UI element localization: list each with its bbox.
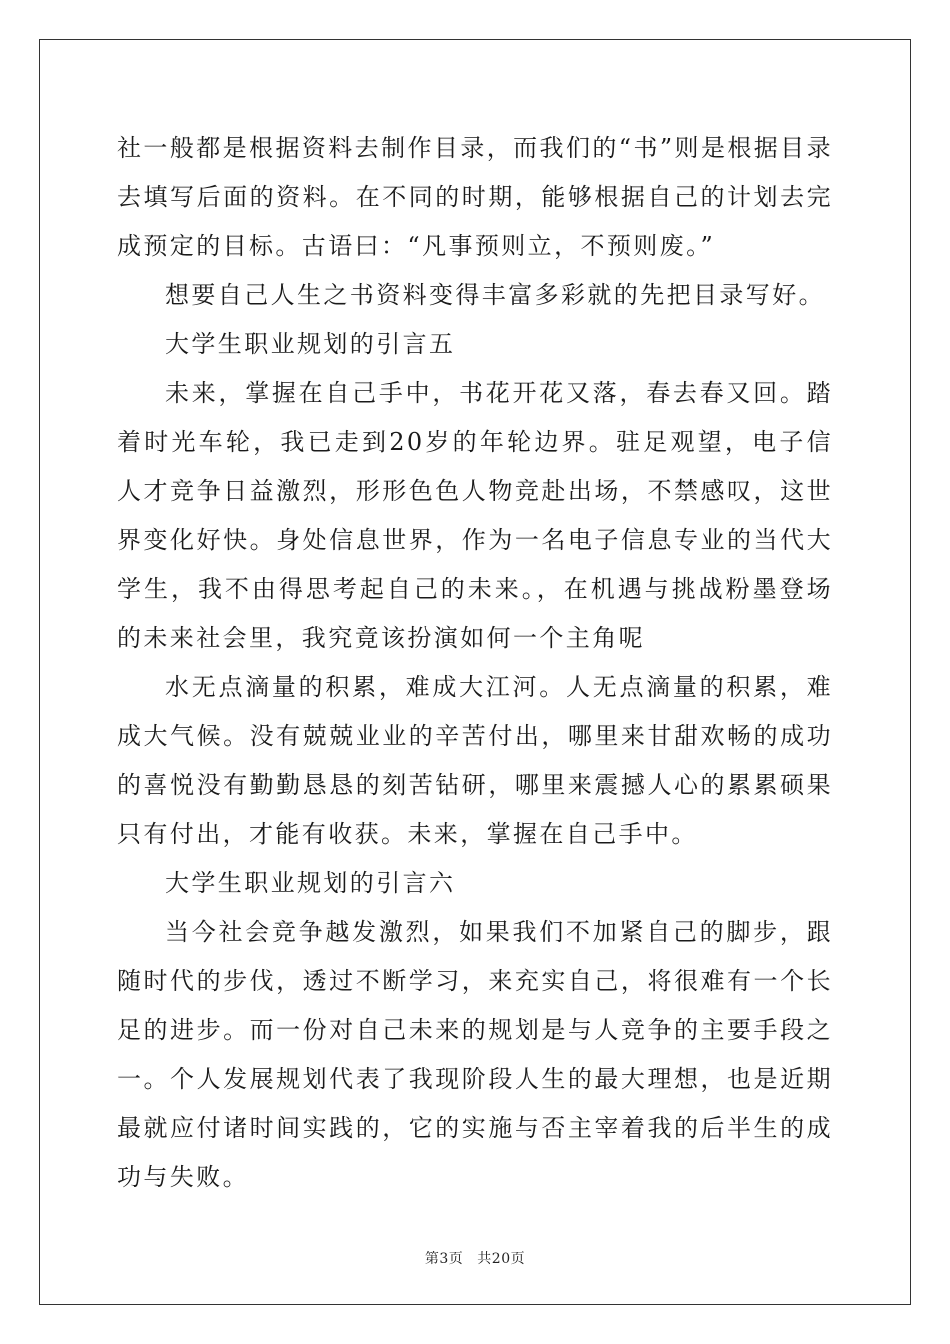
paragraph-5: 水无点滴量的积累，难成大江河。人无点滴量的积累，难成大气候。没有兢兢业业的辛苦付出，哪里来甘甜欢畅的成功的喜悦没有勤勤恳恳的刻苦钻研，哪里来震撼人心的累累硕果只有付出，才能有收获。未来，掌握在自己手中。 xyxy=(117,673,833,848)
paragraph-7: 当今社会竞争越发激烈，如果我们不加紧自己的脚步，跟随时代的步伐，透过不断学习，来充实自己，将很难有一个长足的进步。而一份对自己未来的规划是与人竞争的主要手段之一。个人发展规划代表了我现阶段人生的最大理想，也是近期最就应付诸时间实践的，它的实施与否主宰着我的后半生的成功与失败。 xyxy=(117,918,833,1191)
section-heading-6: 大学生职业规划的引言六 xyxy=(165,869,456,897)
paragraph-2: 想要自己人生之书资料变得丰富多彩就的先把目录写好。 xyxy=(165,281,825,309)
paragraph-1: 社一般都是根据资料去制作目录，而我们的“书”则是根据目录去填写后面的资料。在不同的时期，能够根据自己的计划去完成预定的目标。古语曰：“凡事预则立，不预则废。” xyxy=(117,134,833,260)
paragraph-4: 未来，掌握在自己手中，书花开花又落，春去春又回。踏着时光车轮，我已走到20岁的年轮边界。驻足观望，电子信人才竞争日益激烈，形形色色人物竞赴出场，不禁感叹，这世界变化好快。身处信息世界，作为一名电子信息专业的当代大学生，我不由得思考起自己的未来。，在机遇与挑战粉墨登场的未来社会里，我究竟该扮演如何一个主角呢 xyxy=(117,379,833,652)
page-number: 第3页 xyxy=(424,1251,464,1267)
page-footer xyxy=(0,1248,950,1268)
section-heading-5: 大学生职业规划的引言五 xyxy=(165,330,456,358)
document-body xyxy=(117,124,833,1202)
total-pages: 共20页 xyxy=(477,1251,526,1267)
